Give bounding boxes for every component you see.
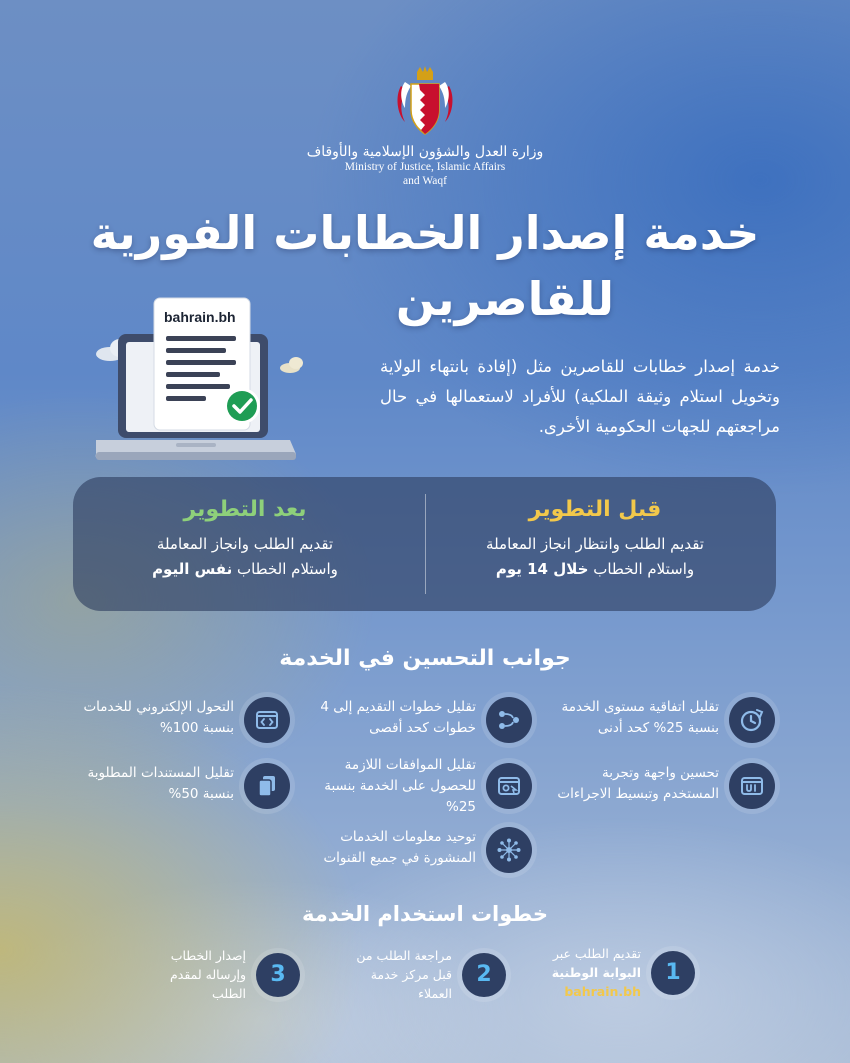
bahrain-bh-link[interactable]: bahrain.bh [564,984,641,999]
after-line2 [80,557,410,582]
step-text [552,944,641,1001]
improvement-item [310,755,532,818]
ministry-name-arabic: وزارة العدل والشؤون الإسلامية والأوقاف [306,144,544,160]
improvement-item [543,697,775,743]
documents-icon [244,763,290,809]
gauge-clock-icon [729,697,775,743]
step1-line1: تقديم الطلب عبر [552,946,641,961]
step-item [136,946,300,1003]
steps-title: خطوات استخدام الخدمة [301,902,549,926]
ministry-logo [300,66,550,188]
improvement-item [543,763,775,809]
network-icon [486,827,532,873]
before-heading: قبل التطوير [528,497,662,522]
bahrain-emblem-icon [395,66,455,140]
comparison-divider [425,494,426,594]
ui-window-icon [729,763,775,809]
before-development-column [430,497,760,582]
improvement-item [310,697,532,743]
improvement-text: تقليل المستندات المطلوبة بنسبة 50% [87,765,234,802]
improvement-text: تقليل الموافقات اللازمة للحصول على الخدمة بنسبة 25% [324,757,476,815]
improvement-text: التحول الإلكتروني للخدمات بنسبة 100% [83,699,234,736]
improvement-item [68,763,290,809]
ministry-name-english-line1: Ministry of Justice, Islamic Affairs [344,161,506,173]
step-item [340,946,506,1003]
improvement-text: تحسين واجهة وتجربة المستخدم وتبسيط الاجراءات [557,765,719,802]
after-heading: بعد التطوير [183,497,307,522]
ministry-name-english-line2: and Waqf [403,175,447,187]
step-text: إصدار الخطاب وإرساله لمقدم الطلب [170,948,246,1001]
improvement-text: تقليل اتفاقية مستوى الخدمة بنسبة 25% كحد أدنى [561,699,719,736]
step-number: 2 [462,953,506,997]
step-text: مراجعة الطلب من قبل مركز خدمة العملاء [356,948,452,1001]
service-description: خدمة إصدار خطابات للقاصرين مثل (إفادة بانتهاء الولاية وتخويل استلام وثيقة الملكية) للأفراد لاستعمالها في حال مراجعتهم للجهات الحكومية الأخرى. [380,357,780,436]
cloud-icon [280,357,303,373]
before-line2-prefix: واستلام الخطاب [588,560,695,578]
step-number: 3 [256,953,300,997]
before-line1: تقديم الطلب وانتظار انجاز المعاملة [486,535,704,553]
page-title-line2: للقاصرين [395,272,615,326]
step-number: 1 [651,951,695,995]
before-duration: خلال 14 يوم [495,560,589,578]
improvement-item [310,827,532,873]
improvement-item [68,697,290,743]
before-line2 [430,557,760,582]
improvement-text: تقليل خطوات التقديم إلى 4 خطوات كحد أقصى [320,699,476,736]
step-item [545,944,695,1001]
check-badge-icon [224,388,260,424]
page-title-line1: خدمة إصدار الخطابات الفورية [90,206,760,260]
doc-brand-label: bahrain.bh [164,309,236,325]
after-development-column [80,497,410,582]
improvement-text: توحيد معلومات الخدمات المنشورة في جميع القنوات [323,829,476,866]
after-line2-prefix: واستلام الخطاب [232,560,338,578]
after-duration: نفس اليوم [152,560,233,578]
settings-window-icon [486,763,532,809]
improvements-title: جوانب التحسين في الخدمة [279,646,571,671]
code-window-icon [244,697,290,743]
after-line1: تقديم الطلب وانجاز المعاملة [156,535,334,553]
step1-national-portal: البوابة الوطنية [551,965,641,980]
laptop-illustration [92,296,328,466]
steps-flow-icon [486,697,532,743]
